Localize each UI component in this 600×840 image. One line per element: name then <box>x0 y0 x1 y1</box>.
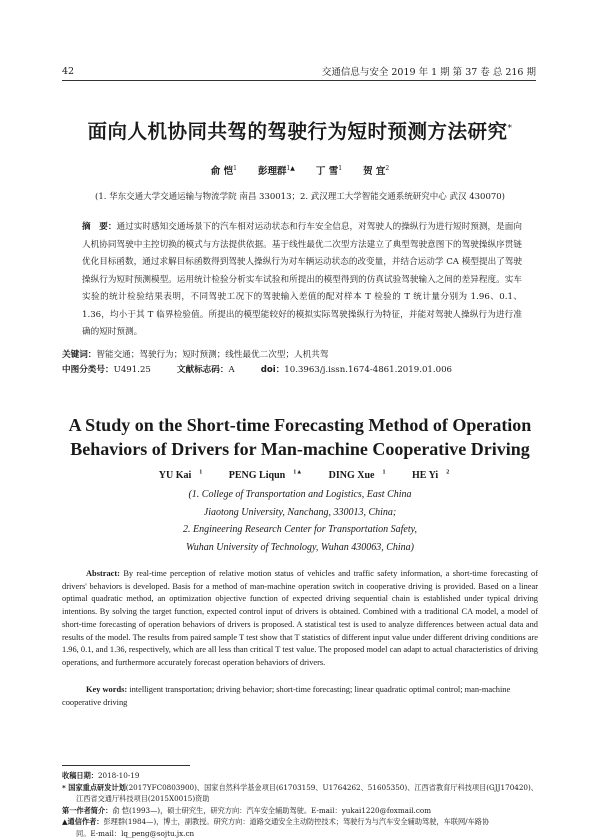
chinese-abstract <box>82 219 522 342</box>
english-abstract <box>62 568 538 670</box>
chinese-keywords <box>62 347 530 364</box>
corresponding-author-note: ▲通信作者：彭理群(1984—)，博士，副教授。研究方向：道路交通安全主动防控技术；驾驶行为与汽车安全辅助驾驶，车联网/车路协 <box>62 817 490 827</box>
english-keywords <box>62 684 538 709</box>
author-name: DING Xue $^1$ <box>328 470 386 482</box>
chinese-affiliation: (1. 华东交通大学交通运输与物流学院 南昌 330013；2. 武汉理工大学智能交通系统研究中心 武汉 430070) <box>95 192 505 202</box>
chinese-title <box>40 116 560 144</box>
footnote-rule <box>62 765 190 766</box>
author-name: 彭理群$^{1▲}$ <box>257 164 295 177</box>
fund-note-cont: 江西省交通厅科技项目(2015X0015)资助 <box>76 794 210 804</box>
abstract-label: 摘 要： <box>82 222 117 232</box>
keywords-text: 智能交通；驾驶行为；短时预测；线性最优二次型；人机共驾 <box>96 350 329 360</box>
keywords-label: 关键词： <box>62 350 97 360</box>
doi: doi：10.3963/j.issn.1674-4861.2019.01.006 <box>260 365 453 375</box>
english-title-line: A Study on the Short-time Forecasting Method of Operation <box>68 415 532 435</box>
abstract-text: 通过实时感知交通场景下的汽车相对运动状态和行车安全信息，对驾驶人的操纵行为进行短时预测，是面向人机协同驾驶中主控切换的模式与方法提供依据。基于线性最优二次型方法建立了典型驾驶意图下的驾驶操纵序贯链优化目标函数，通过求解目标函数得到驾驶人操纵行为对车辆运动状态的改变量，并结合运动学 CA 模型提出了驾驶操纵行为短时预测模型。运用统计检验分析实车试验和所提出的模型得到的仿真试验驾驶输入之间的差异程度。实车实验的统计检验结果表明，不同驾驶工况下的驾驶输入差值的配对样本 T 检验的 T 统计量分别为 1.96、0.1、1.36，均小于其 T 临界检验值。所提出的模型能较好的模拟实际驾驶操纵行为特征，并能对驾驶人操纵行为进行准确的短时预测。 <box>82 222 522 337</box>
document-code: 文献标志码：A <box>176 365 235 375</box>
corresponding-author-note-cont: 同。E-mail：lq_peng@sojtu.jx.cn <box>76 828 195 838</box>
running-header <box>62 64 536 78</box>
journal-info: 交通信息与安全 2019 年 1 期 第 37 卷 总 216 期 <box>321 67 536 78</box>
english-title <box>40 413 560 461</box>
first-author-note: 第一作者简介：俞 恺(1993—)，硕士研究生，研究方向：汽车安全辅助驾驶。E-mail：yukai1220@foxmail.com <box>62 805 432 815</box>
author-name: 俞 恺$^1$ <box>210 164 237 177</box>
english-title-line: Behaviors of Drivers for Man-machine Cooperative Driving <box>70 439 530 459</box>
author-name: 贺 宜$^2$ <box>363 164 390 177</box>
affiliation-line: Jiaotong University, Nanchang, 330013, China; <box>203 506 397 518</box>
chinese-title-text: 面向人机协同共驾的驾驶行为短时预测方法研究 <box>87 120 508 143</box>
author-name: YU Kai $^1$ <box>158 470 203 482</box>
keywords-label: Key words: <box>86 685 128 694</box>
clc-number: 中图分类号：U491.25 <box>62 365 151 375</box>
affiliation-line: (1. College of Transportation and Logistics, East China <box>188 489 412 500</box>
chinese-authors <box>40 163 560 177</box>
footnotes <box>62 770 538 840</box>
abstract-label: Abstract: <box>86 569 120 578</box>
title-footnote-mark: * <box>507 123 513 134</box>
classification-line <box>62 363 530 375</box>
author-name: PENG Liqun $^{1▲}$ <box>228 470 303 482</box>
author-name: HE Yi $^2$ <box>412 470 450 482</box>
header-rule <box>62 80 536 81</box>
author-name: 丁 雪$^1$ <box>315 164 343 177</box>
english-authors <box>40 470 560 481</box>
affiliation-line: 2. Engineering Research Center for Transportation Safety, <box>182 524 418 535</box>
english-affiliation <box>40 486 560 556</box>
fund-note: * 国家重点研发计划(2017YFC0803900)、国家自然科学基金项目(61703159、U1764262、51605350)、江西省教育厅科技项目(GJJ170420)、 <box>62 782 538 792</box>
received-date: 收稿日期：2018-10-19 <box>62 771 140 780</box>
page-number: 42 <box>62 65 75 77</box>
abstract-text: By real-time perception of relative motion status of vehicles and traffic safety information, a short-time forecasting of drivers' behaviors is developed. Basis for a method of man-machine operation switch in cooperative driving is provided. Based on a linear optimal quadratic method, an optimization objective function of expected driving sequential chain is established under typical driving intentions. By solving the target function, expected control input of drivers is obtained. Combined with a traditional CA model, a model of short-time forecasting of operation behaviors of drivers is proposed. A statistical test is used to analyze differences between actual data and results of the model. The results from paired sample T test show that T statistics of different input value under different driving conditions are 1.96, 0.1, and 1.36, respectively, which are all less than critical T test value. The proposed model can adapt to actual characteristics of driving operations, and furthermore accurately forecast operation behaviors of drivers. <box>62 569 539 667</box>
keywords-text: intelligent transportation; driving behavior; short-time forecasting; linear quadratic optimal control; man-machine cooperative driving <box>62 685 511 707</box>
affiliation-line: Wuhan University of Technology, Wuhan 430063, China) <box>186 541 414 553</box>
